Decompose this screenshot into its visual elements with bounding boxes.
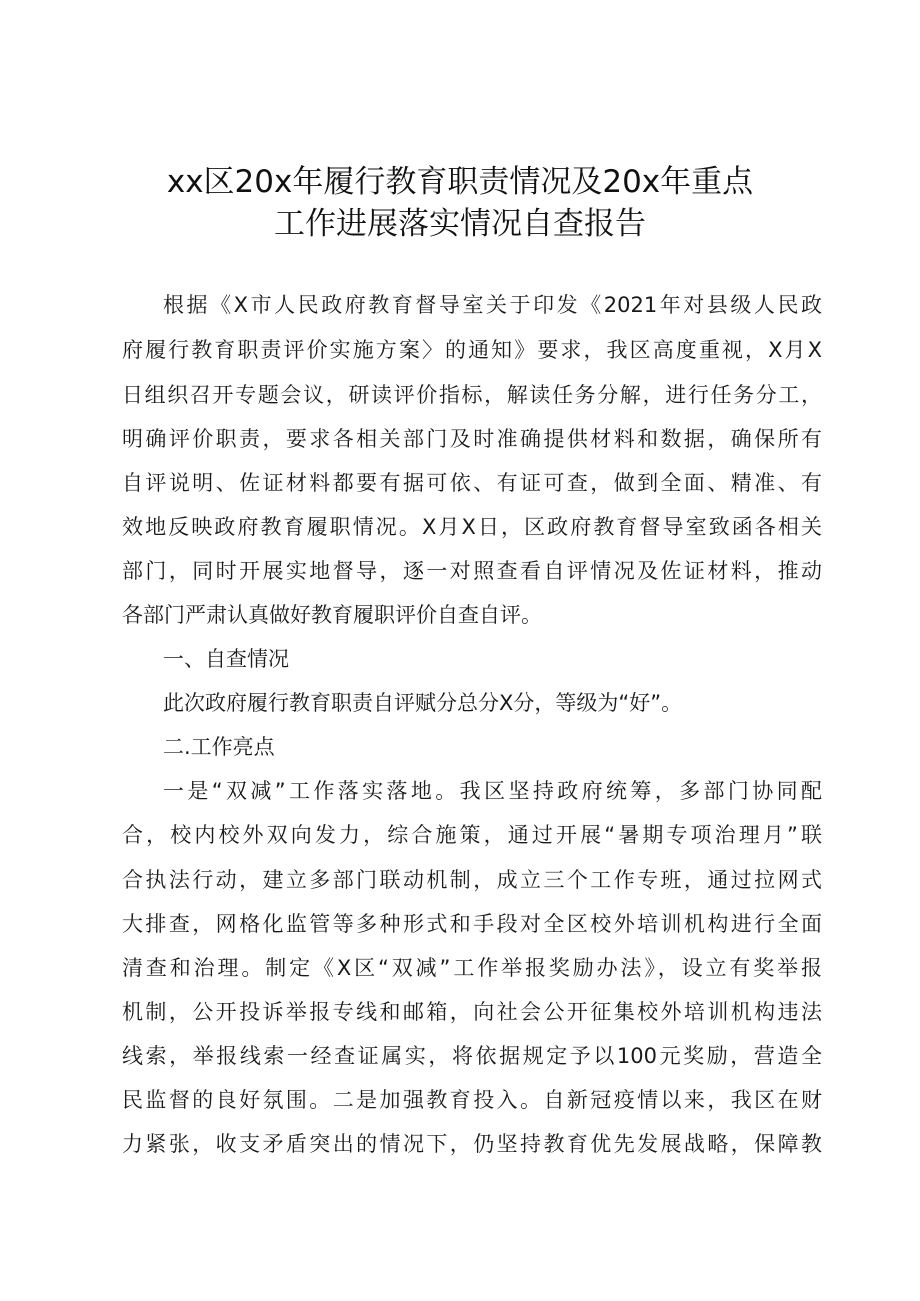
- body-text-line: 效地反映政府教育履职情况。X月X日，区政府教育督导室致函各相关: [122, 515, 822, 539]
- body-text-line: 合，校内校外双向发力，综合施策，通过开展“暑期专项治理月”联: [122, 823, 822, 847]
- body-text-line: 明确评价职责，要求各相关部门及时准确提供材料和数据，确保所有: [122, 427, 822, 451]
- body-text-line: 各部门严肃认真做好教育履职评价自查自评。: [122, 603, 542, 627]
- body-text-line: 大排查，网格化监管等多种形式和手段对全区校外培训机构进行全面: [122, 912, 822, 936]
- body-text-line: 府履行教育职责评价实施方案〉的通知》要求，我区高度重视，X月X: [122, 338, 822, 362]
- body-text-line: 线索，举报线索一经查证属实，将依据规定予以100元奖励，营造全: [122, 1044, 822, 1068]
- body-text-line: 此次政府履行教育职责自评赋分总分X分，等级为“好”。: [163, 691, 683, 715]
- body-text-line: 根据《X市人民政府教育督导室关于印发《2021年对县级人民政: [163, 293, 822, 317]
- report-title-line-1: xx区20x年履行教育职责情况及20x年重点: [166, 164, 754, 200]
- section-heading-self-check: 一、自查情况: [163, 647, 289, 671]
- report-title-line-2: 工作进展落实情况自查报告: [274, 206, 646, 242]
- body-text-line: 力紧张，收支矛盾突出的情况下，仍坚持教育优先发展战略，保障教: [122, 1132, 822, 1156]
- body-text-line: 一是“双减”工作落实落地。我区坚持政府统筹，多部门协同配: [163, 779, 822, 803]
- body-text-line: 机制，公开投诉举报专线和邮箱，向社会公开征集校外培训机构违法: [122, 1000, 822, 1024]
- body-text-line: 民监督的良好氛围。二是加强教育投入。自新冠疫情以来，我区在财: [122, 1088, 822, 1112]
- body-text-line: 清查和治理。制定《X区“双减”工作举报奖励办法》，设立有奖举报: [122, 956, 822, 980]
- body-text-line: 自评说明、佐证材料都要有据可依、有证可查，做到全面、精准、有: [122, 471, 822, 495]
- body-text-line: 部门，同时开展实地督导，逐一对照查看自评情况及佐证材料，推动: [122, 559, 822, 583]
- body-text-line: 日组织召开专题会议，研读评价指标，解读任务分解，进行任务分工，: [122, 383, 822, 407]
- body-text-line: 合执法行动，建立多部门联动机制，成立三个工作专班，通过拉网式: [122, 868, 822, 892]
- section-heading-highlights: 二.工作亮点: [163, 735, 275, 759]
